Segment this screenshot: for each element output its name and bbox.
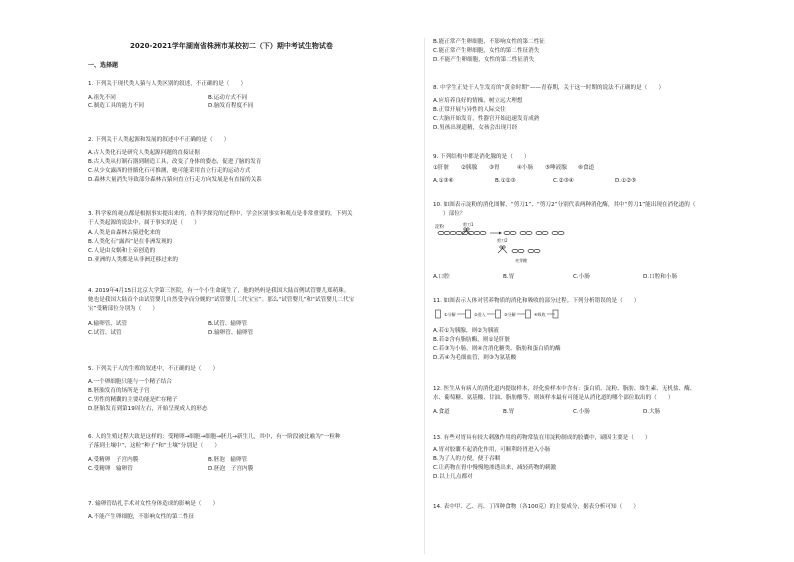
q2-option-d[interactable]: D.森林大量消失导致部分森林古猿向直立行走方向发展是有直接的关系	[88, 177, 262, 183]
q1-option-b[interactable]: B.运动方式不同	[208, 95, 248, 101]
starch-digestion-figure	[435, 220, 585, 266]
q9-option-d[interactable]: D.①②⑤	[615, 178, 637, 184]
q5-option-b[interactable]: B.胚胎发育的场所是子宫	[88, 388, 150, 394]
q8-option-c[interactable]: C.大脑开始发育，性器官开始迅速发育成熟	[433, 116, 540, 122]
q8-option-b[interactable]: B.正常开展与异性的人际交往	[433, 107, 506, 113]
q9-option-a[interactable]: A.①③⑥	[433, 178, 454, 184]
fragment-chain	[504, 231, 564, 234]
q11-option-d[interactable]: D.若④为毛细血管，则③为氨基酸	[433, 355, 517, 361]
q5-option-d[interactable]: D.胚胎发育到第19周左右，开始呈现成人的形态	[88, 406, 208, 412]
q14-stem: 14. 表中甲、乙、丙、丁四种食物（各100克）的主要成分，据表分析可知（ ）	[433, 504, 639, 510]
q12-option-b[interactable]: B.胃	[503, 409, 515, 415]
q12-option-c[interactable]: C.小肠	[573, 409, 590, 415]
q4-option-b[interactable]: B.试管、输卵管	[208, 321, 248, 327]
q4-stem-line2: 她也是我国大陆首个由试管婴儿自然受孕而分娩的“试管婴儿二代宝宝”。那么“试管婴儿”和“试管婴儿二代宝	[88, 297, 355, 303]
q9-stem: 9. 下列结构中都是消化腺的是（ ）	[433, 154, 530, 160]
starch-chain	[438, 231, 486, 234]
q7-option-d[interactable]: D.不能产生卵细胞，女性的第二性征消失	[433, 57, 535, 63]
q9-item-3: ③胃	[489, 165, 500, 171]
q9-item-5: ⑤唾液腺	[545, 165, 567, 171]
left-column	[88, 0, 412, 562]
q9-item-1: ①肝脏	[433, 165, 450, 171]
q11-option-a[interactable]: A.若①为胰腺，则②为胰液	[433, 328, 499, 334]
q2-option-a[interactable]: A.古人类化石是研究人类起源问题的直接证据	[88, 150, 200, 156]
q4-stem-line3: 宝”受精部位分别为（ ）	[88, 306, 159, 312]
q10-stem-line1: 10. 如图表示淀粉的消化图解，“剪刀1”、“剪刀2”分别代表两种消化酶，其中“剪刀1”能出现在消化道的（	[433, 202, 696, 208]
q7-stem: 7. 输卵管结扎手术对女性身体造成的影响是（ ）	[88, 501, 219, 507]
q2-stem: 2. 下列关于人类起源和发展的叙述中不正确的是（ ）	[88, 137, 230, 143]
q2-option-c[interactable]: C.从少女露西的骨骼化石可推测，她可能采用直立行走的运动方式	[88, 168, 251, 174]
q13-option-c[interactable]: C.让药物在胃中慢慢地渗透出来，减轻药物的刺激	[433, 465, 557, 471]
q8-option-d[interactable]: D.男孩出现遗精，女孩会出现月经	[433, 125, 518, 131]
q3-stem-line1: 3. 科学家的观点都是根据事实提出来的，在科学探究的过程中，学会区别事实和观点是非常重要的。下列关	[88, 211, 353, 217]
q11-stem: 11. 如图表示人体对营养物质的消化和吸收的部分过程。下列分析错误的是（ ）	[433, 298, 640, 304]
q12-stem-line1: 12. 医生从有病人的消化道内提取样本，经化验样本中含有：蛋白质、淀粉、脂肪、维生素、无机盐、酶、	[433, 386, 696, 392]
q9-option-c[interactable]: C.②③④	[553, 178, 574, 184]
fig-scissors1-label: 剪刀1	[463, 222, 474, 227]
q4-option-a[interactable]: A.输卵管、试管	[88, 321, 128, 327]
q5-option-c[interactable]: C.男性的精囊的主要功能是贮存精子	[88, 397, 178, 403]
q1-stem: 1. 下列关于现代类人猿与人类区别的叙述，不正确的是（ ）	[88, 81, 247, 87]
q8-stem: 8. 中学生正处于人生发育的“黄金时期”——青春期，关于这一时期的说法不正确的是（ ）	[433, 85, 665, 91]
column-divider	[424, 38, 425, 554]
q10-option-a[interactable]: A.口腔	[433, 274, 450, 280]
q7-option-c[interactable]: C.能正常产生卵细胞，女性的第二性征消失	[433, 48, 540, 54]
fig-starch-label: 淀粉	[435, 225, 444, 230]
q13-option-a[interactable]: A.胃对胶囊不起消化作用，可顺利经胃进入小肠	[433, 447, 551, 453]
q13-stem: 13. 有些对胃具有较大刺激作用的药物常装在用淀粉制成的胶囊中，刷因主要是（ ）	[433, 435, 651, 441]
q1-option-d[interactable]: D.脑发育程度不同	[208, 103, 254, 109]
exam-title: 2020-2021学年湖南省株洲市某校初二（下）期中考试生物试卷	[130, 42, 333, 50]
q4-option-d[interactable]: D.输卵管、输卵管	[208, 330, 254, 336]
q3-option-d[interactable]: D.亚洲的人类都是从非洲迁移过来的	[88, 257, 178, 263]
q12-option-a[interactable]: A.食道	[433, 409, 450, 415]
q12-stem-line2: 水、葡萄糖、氨基酸、甘油、脂肪酸等，则该样本最有可能是从消化道的哪个部位取出的（ ）	[433, 395, 674, 401]
q3-option-a[interactable]: A.人类是由森林古猿进化来的	[88, 230, 161, 236]
q6-option-b[interactable]: B.胚泡 输卵管	[208, 457, 248, 463]
section-heading: 一、选择题	[88, 62, 119, 69]
arrow-1-head	[499, 232, 502, 235]
q6-stem-line1: 6. 人的生殖过程大致是这样的：受精卵→细胞→细胞→胚儿→新生儿，其中，有一阶段被比喻为“一粒种	[88, 434, 341, 440]
q1-option-a[interactable]: A.祖先不同	[88, 95, 116, 101]
q4-stem-line1: 4. 2019年4月15日北京大学第三医院，有一个小生命诞生了，他的妈妈是我国大陆首例试管婴儿郑萌珠。	[88, 288, 350, 294]
q13-option-b[interactable]: B.为了人的方便，便于吞咽	[433, 456, 501, 462]
q9-item-4: ④小肠	[517, 165, 534, 171]
q10-stem-line2: ）部位？	[443, 211, 466, 217]
q7-option-b[interactable]: B.能正常产生卵细胞，不影响女性的第二性征	[433, 39, 545, 45]
right-column	[433, 0, 765, 562]
flow-box-3: ③分解	[504, 312, 516, 317]
q11-option-c[interactable]: C.若③为小肠，则④含消化糖类、脂肪和蛋白质的酶	[433, 346, 561, 352]
q5-stem: 5. 下列关于人的生殖的叙述中，不正确的是（ ）	[88, 366, 219, 372]
q2-option-b[interactable]: B.古人类从打制石器到制造工具，改变了身体的姿态，促进了脑的发育	[88, 159, 262, 165]
q3-option-c[interactable]: C.人是由女娲和上帝创造的	[88, 248, 156, 254]
fig-maltose-label: 麦芽糖	[515, 258, 527, 263]
q8-option-a[interactable]: A.应培养良好的情操，树立远大理想	[433, 98, 523, 104]
q6-option-d[interactable]: D.胚泡 子宫内膜	[208, 466, 254, 472]
scissors2-icon	[498, 246, 507, 253]
q9-item-6: ⑥食道	[578, 165, 595, 171]
q9-option-b[interactable]: B.①②③	[495, 178, 516, 184]
q3-stem-line2: 于人类起源的说法中，属于事实的是（ ）	[88, 220, 200, 226]
flow-box-4: ④吸收	[534, 312, 546, 317]
q7-option-a[interactable]: A.不能产生卵细胞，不影响女性的第二性征	[88, 514, 195, 520]
q6-option-c[interactable]: C.受精卵 输卵管	[88, 466, 133, 472]
fig-scissors2-label: 剪刀2	[497, 238, 508, 243]
q13-option-d[interactable]: D.以上几点都对	[433, 474, 473, 480]
q5-option-a[interactable]: A.一个卵细胞只能与一个精子结合	[88, 379, 172, 385]
q6-option-a[interactable]: A.受精卵 子宫内膜	[88, 457, 139, 463]
q6-stem-line2: 子落到土壤中”，这粒“种子”和“土壤”分别是（ ）	[88, 443, 220, 449]
nutrient-flow-figure	[435, 308, 559, 322]
q10-option-c[interactable]: C.小肠	[573, 274, 590, 280]
q4-option-c[interactable]: C.试管、试管	[88, 330, 122, 336]
q11-option-b[interactable]: B.若②含有脂肪酶，则①是肝脏	[433, 337, 511, 343]
q9-item-2: ②胰腺	[461, 165, 478, 171]
q3-option-b[interactable]: B.人类化石“露西”是在非洲发现的	[88, 239, 173, 245]
flow-box-1: ①分解	[444, 312, 456, 317]
q12-option-d[interactable]: D.大肠	[643, 409, 661, 415]
maltose-chain	[512, 249, 540, 252]
q1-option-c[interactable]: C.制造工具的能力不同	[88, 103, 145, 109]
flow-box-2: ②进入	[474, 312, 486, 317]
q10-option-b[interactable]: B.胃	[503, 274, 515, 280]
q10-option-d[interactable]: D.口腔和小肠	[643, 274, 678, 280]
